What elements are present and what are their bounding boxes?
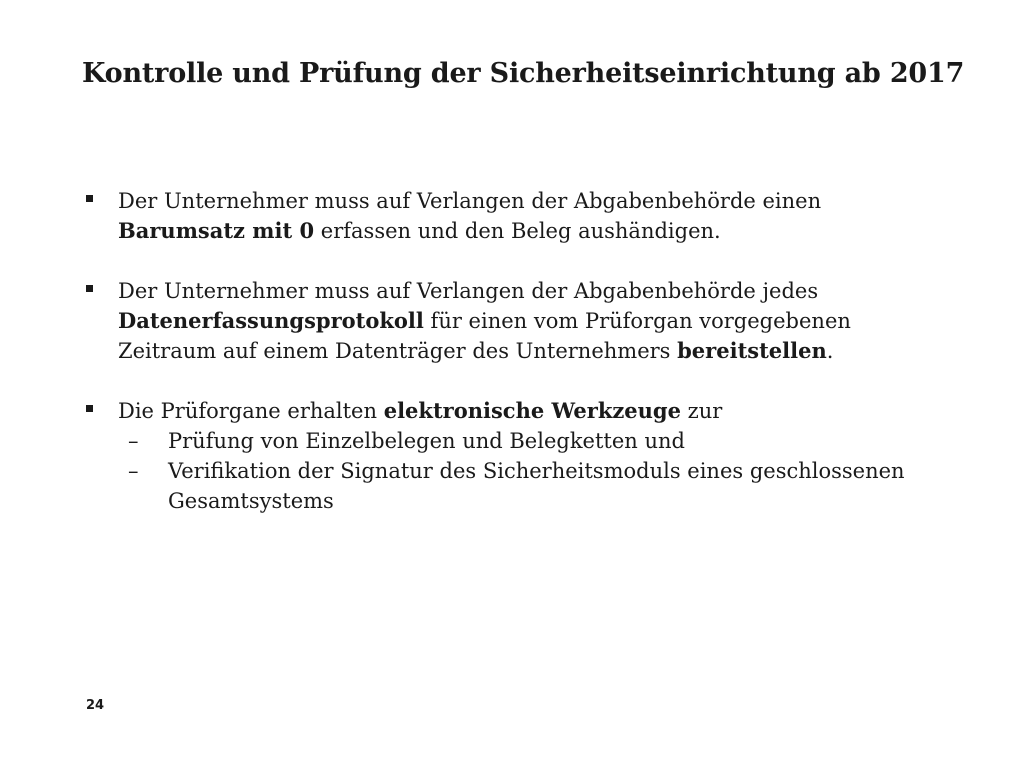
sub-bullet-text: Prüfung von Einzelbelegen und Belegketten und [168, 429, 685, 453]
square-bullet-icon [86, 285, 93, 292]
square-bullet-icon [86, 195, 93, 202]
bullet-bold-text: Datenerfassungsprotokoll [118, 308, 424, 333]
bullet-text [118, 186, 944, 246]
bullet-text [118, 276, 944, 366]
sub-bullet-text: Verifikation der Signatur des Sicherheitsmoduls eines geschlossenen Gesamtsystems [168, 459, 905, 513]
page-number: 24 [86, 698, 105, 713]
slide-content [84, 186, 944, 546]
sub-bullet-item [118, 456, 944, 516]
slide-title: Kontrolle und Prüfung der Sicherheitseinrichtung ab 2017 [82, 58, 965, 89]
bullet-bold-text: elektronische Werkzeuge [383, 398, 681, 423]
bullet-text-line: erfassen und den Beleg aushändigen. [314, 219, 721, 243]
bullet-text [118, 396, 944, 426]
bullet-item [84, 276, 944, 366]
bullet-text-line: Die Prüforgane erhalten [118, 399, 384, 423]
dash-bullet-icon: – [128, 429, 139, 453]
bullet-item [84, 396, 944, 516]
bullet-text-line: Zeitraum auf einem Datenträger des Unternehmers [118, 339, 678, 363]
sub-bullet-item [118, 426, 944, 456]
dash-bullet-icon: – [128, 459, 139, 483]
bullet-bold-text: Barumsatz mit 0 [118, 218, 315, 243]
bullet-item [84, 186, 944, 246]
bullet-text-line: für einen vom Prüforgan vorgegebenen [423, 309, 851, 333]
bullet-text-line: zur [680, 399, 723, 423]
bullet-bold-text: bereitstellen [677, 338, 827, 363]
bullet-text-line: Der Unternehmer muss auf Verlangen der Abgabenbehörde jedes [118, 279, 819, 303]
square-bullet-icon [86, 405, 93, 412]
bullet-text-end: . [826, 339, 834, 363]
bullet-text-line: Der Unternehmer muss auf Verlangen der Abgabenbehörde einen [118, 189, 822, 213]
